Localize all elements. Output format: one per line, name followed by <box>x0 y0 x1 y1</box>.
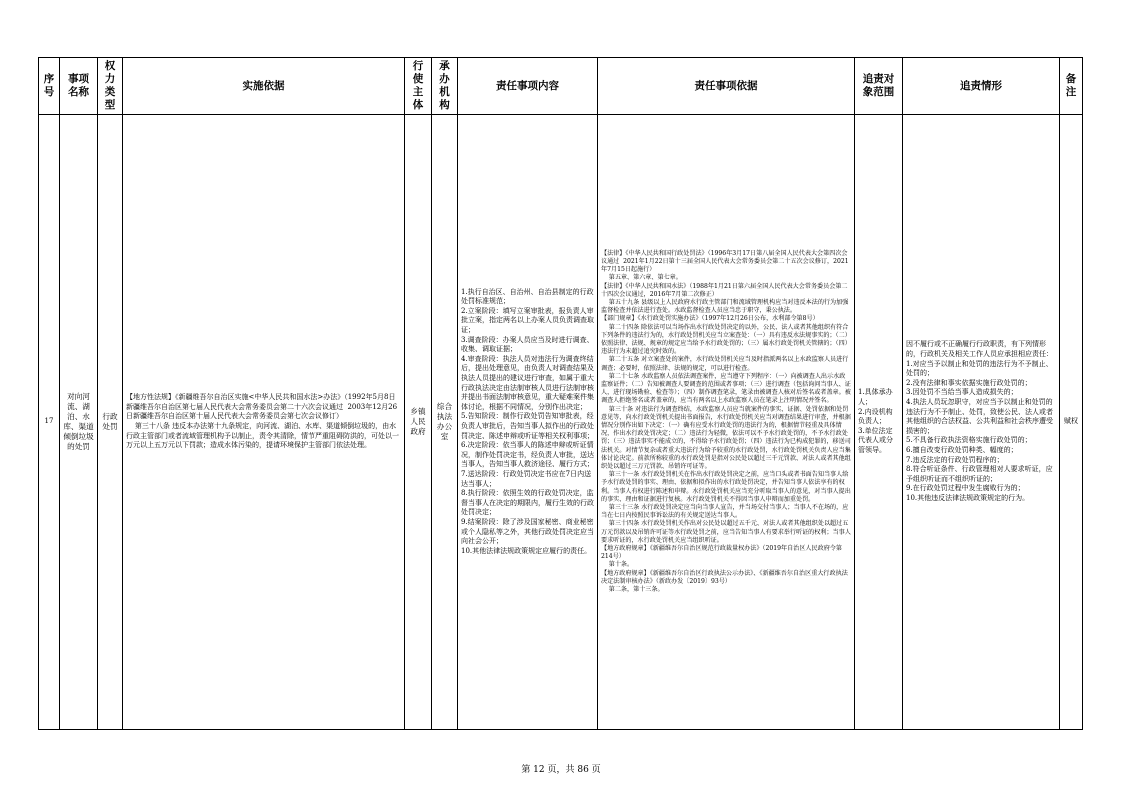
header-resp-basis: 责任事项依据 <box>598 58 855 115</box>
header-type: 权力类型 <box>98 58 123 115</box>
header-note: 备注 <box>1060 58 1083 115</box>
cell-circumstances: 因不履行或不正确履行行政职责，有下列情形的，行政机关及相关工作人员应承担相应责任： 1.对应当予以制止和处罚的违法行为不予制止、处罚的； 2.没有法律和事实依据实施行政处罚的； 3.因处罚不当给当事人造成损失的； 4.执法人员玩忽职守，对应当予以制止和处罚的违法行为不予制止、处罚，致使公民、法人或者其他组织的合法权益、公共利益和社会秩序遭受损害的； 5.不具备行政执法资格实施行政处罚的； 6.擅自改变行政处罚种类、幅度的； 7.违反法定的行政处罚程序的； 8.符合听证条件、行政管理相对人要求听证，应予组织听证而不组织听证的； 9.在行政处罚过程中发生腐败行为的； 10.其他违反法律法规政策规定的行为。 <box>903 115 1060 730</box>
cell-seq: 17 <box>39 115 60 730</box>
cell-content: 1.执行自治区、自治州、自治县制定的行政处罚标准规范； 2.立案阶段：填写立案审批表，报负责人审批立案，指定两名以上办案人员负责调查取证； 3.调查阶段：办案人员应当及时进行调查、收集、调取证据； 4.审查阶段：执法人员对违法行为调查终结后，提出处理意见，由负责人对调查结果及执法人员提出的建议进行审查，如属于重大行政执法决定由法制审核人员进行法制审核并提出书面法制审核意见，重大疑难案件集体讨论，根据不同情况，分别作出决定； 5.告知阶段：制作行政处罚告知审批表，经负责人审批后，告知当事人拟作出的行政处罚决定、陈述申辩或听证等相关权利事项； 6.决定阶段：依当事人的陈述申辩或听证情况，制作处罚决定书，经负责人审批，送达当事人，告知当事人救济途径、履行方式； 7.送达阶段：行政处罚决定书应在7日内送达当事人； 8.执行阶段：依照生效的行政处罚决定，监督当事人在决定的期限内，履行生效的行政处罚决定； 9.结案阶段：除了涉及国家秘密、商业秘密或个人隐私等之外，其他行政处罚决定应当向社会公开； 10.其他法律法规政策规定应履行的责任。 <box>458 115 598 730</box>
header-circumstances: 追责情形 <box>903 58 1060 115</box>
header-content: 责任事项内容 <box>458 58 598 115</box>
header-target: 追责对象范围 <box>855 58 903 115</box>
header-seq: 序号 <box>39 58 60 115</box>
cell-note: 赋权 <box>1060 115 1083 730</box>
cell-type: 行政处罚 <box>98 115 123 730</box>
cell-resp-basis: 【法律】《中华人民共和国行政处罚法》（1996年3月17日第八届全国人民代表大会第四次会议通过 2021年1月22日第十三届全国人民代表大会常务委员会第二十五次会议修订，2021年7月15日起施行） 第五章、第六章、第七章。 【法律】《中华人民共和国水法》（1988年1月21日第六届全国人民代表大会常务委员会第二十四次会议通过，2016年7月第二次修正） 第五十九条 县级以上人民政府水行政主管部门和流域管理机构应当对违反本法的行为加强监督检查并依法进行查处。水政监督检查人员应当忠于职守，秉公执法。 【部门规章】《水行政处罚实施办法》（1997年12月26日公布，水利部令第8号） 第二十四条 除依法可以当场作出水行政处罚决定的以外，公民、法人或者其他组织有符合下列条件的违法行为的，水行政处罚机关应当立案查处：（一）具有违反水法规事实的；（二）依照法律、法规、规章的规定应当给予水行政处罚的；（三）属水行政处罚机关管辖的；（四）违法行为未超过追究时效的。 第二十五条 对立案查处的案件，水行政处罚机关应当及时指派两名以上水政监察人员进行调查；必要时，依照法律、法规的规定，可以进行检查。 第二十七条 水政监察人员依法调查案件，应当遵守下列程序：（一）向被调查人出示水政监察证件；（二）告知被调查人要调查的范围或者事项；（三）进行调查（包括询问当事人、证人，进行现场勘验、检查等）；（四）制作调查笔录，笔录由被调查人核对后签名或者盖章。被调查人拒绝签名或者盖章的，应当有两名以上水政监察人员在笔录上注明情况并签名。 第三十条 对违法行为调查终结，水政监察人员应当就案件的事实、证据、处罚依据和处罚意见等，向水行政处罚机关提出书面报告，水行政处罚机关应当对调查结果进行审查，并根据情况分别作出如下决定：（一）确有应受水行政处罚的违法行为的，根据情节轻重及具体情况，作出水行政处罚决定；（二）违法行为轻微，依法可以不予水行政处罚的，不予水行政处罚；（三）违法事实不能成立的，不得给予水行政处罚；（四）违法行为已构成犯罪的，移送司法机关。对情节复杂或者重大违法行为给予较重的水行政处罚，水行政处罚机关负责人应当集体讨论决定。前款所称较重的水行政处罚是指对公民处以超过三千元罚款、对法人或者其他组织处以超过三万元罚款、吊销许可证等。 第三十一条 水行政处罚机关在作出水行政处罚决定之前，应当口头或者书面告知当事人给予水行政处罚的事实、理由、依据和拟作出的水行政处罚决定，并告知当事人依法享有的权利。当事人有权进行陈述和申辩。水行政处罚机关应当充分听取当事人的意见，对当事人提出的事实、理由和证据进行复核。水行政处罚机关不得因当事人申辩而加重处罚。 第三十三条 水行政处罚决定应当向当事人宣告，并当场交付当事人；当事人不在场的，应当在七日内按照民事诉讼法的有关规定送达当事人。 第三十四条 水行政处罚机关作出对公民处以超过五千元、对法人或者其他组织处以超过五万元罚款以及吊销许可证等水行政处罚之前，应当告知当事人有要求举行听证的权利；当事人要求听证的，水行政处罚机关应当组织听证。 【地方政府规章】《新疆维吾尔自治区规范行政裁量权办法》（2019年自治区人民政府令第214号） 第十条。 【地方政府规章】《新疆维吾尔自治区行政执法公示办法》、《新疆维吾尔自治区重大行政执法决定法制审核办法》（新政办发〔2019〕93号） 第二条，第十三条。 <box>598 115 855 730</box>
header-row <box>39 58 1083 115</box>
cell-target: 1.具体承办人； 2.内设机构负责人； 3.单位法定代表人或分管领导。 <box>855 115 903 730</box>
responsibility-table <box>38 57 1083 730</box>
cell-basis: 【地方性法规】《新疆维吾尔自治区实施<中华人民共和国水法>办法》（1992年5月8日新疆维吾尔自治区第七届人民代表大会常务委员会第二十六次会议通过 2003年12月26日新疆维吾尔自治区第十届人民代表大会常务委员会第七次会议修订） 第三十八条 违反本办法第十九条规定，向河流、湖泊、水库、渠道倾倒垃圾的，由水行政主管部门或者流域管理机构予以制止，责令其清除，情节严重阻碍防洪的，可处以一万元以上五万元以下罚款；造成水体污染的，提请环境保护主管部门依法处理。 <box>123 115 405 730</box>
table-row <box>39 115 1083 730</box>
header-name: 事项名称 <box>60 58 98 115</box>
header-basis: 实施依据 <box>123 58 405 115</box>
cell-name: 对向河流、湖泊、水库、渠道倾倒垃圾的处罚 <box>60 115 98 730</box>
header-org: 承办机构 <box>432 58 458 115</box>
cell-subject: 乡镇人民政府 <box>405 115 432 730</box>
header-subject: 行使主体 <box>405 58 432 115</box>
page-footer: 第 12 页，共 86 页 <box>521 765 601 775</box>
cell-org: 综合执法办公室 <box>432 115 458 730</box>
